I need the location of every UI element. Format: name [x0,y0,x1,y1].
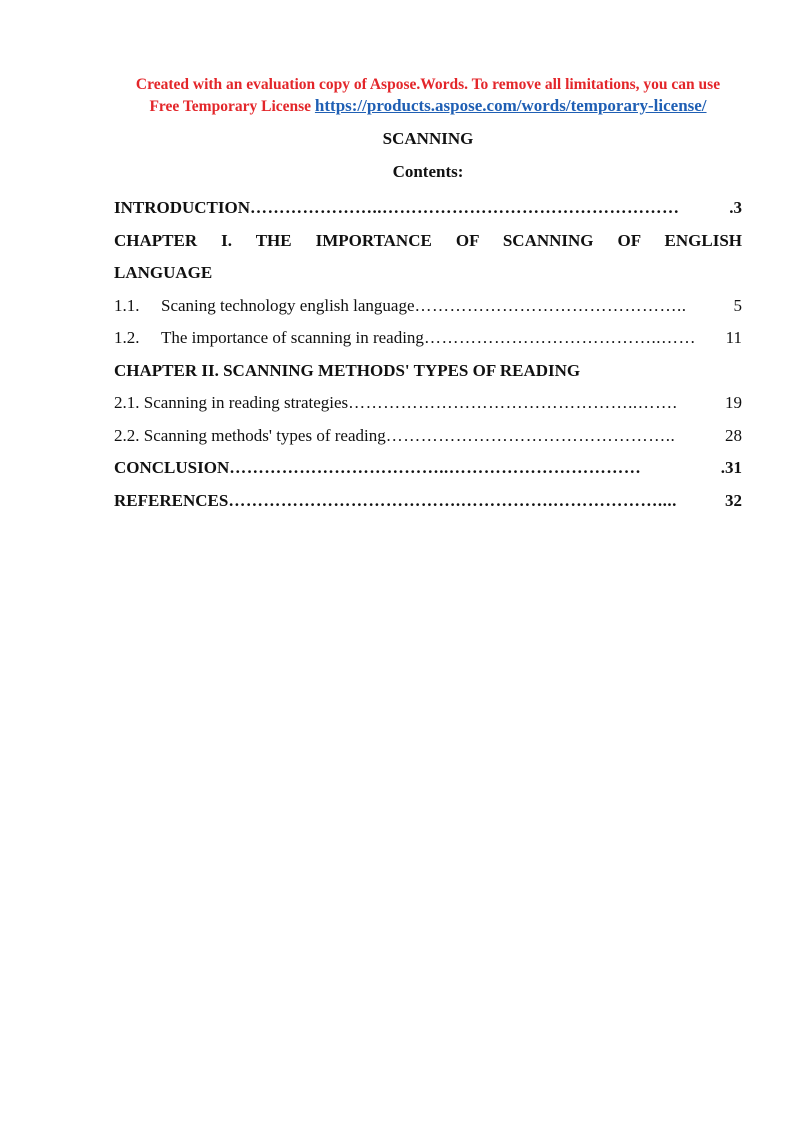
toc-entry-number: 1.2. [114,328,140,347]
toc-page-number: 5 [733,295,742,315]
toc-entry-2-2[interactable] [114,420,742,453]
toc-dot-leader: ………………………………..…………………………… [229,458,642,477]
toc-page-number: 28 [725,425,742,445]
toc-entry-1-1[interactable] [114,290,742,323]
watermark-line-2 [114,95,742,117]
table-of-contents [114,192,742,517]
toc-dot-leader: ……………………………………….. [414,295,687,315]
watermark-license-label: Free Temporary License [149,98,315,115]
toc-page-number: .31 [720,458,742,477]
document-title: SCANNING [382,129,474,148]
toc-dot-leader: ………………………………………….. [385,425,676,445]
toc-entry-label: The importance of scanning in reading [161,328,424,347]
toc-entry-chapter-2[interactable] [114,355,742,388]
toc-dot-leader: ………………………………….…………….……………….... [228,490,677,510]
watermark-line-1: Created with an evaluation copy of Aspose.Words. To remove all limitations, you can use [135,76,721,93]
temporary-license-link[interactable]: https://products.aspose.com/words/temporary-license/ [314,96,707,115]
toc-entry-2-1[interactable] [114,387,742,420]
toc-entry-references[interactable] [114,485,742,518]
toc-entry-label: Scaning technology english language [161,295,415,315]
toc-entry-label: INTRODUCTION [114,198,251,217]
evaluation-watermark [114,74,742,117]
toc-entry-number: 1.1. [114,295,140,315]
toc-page-number: .3 [729,198,742,217]
toc-dot-leader: …………………………………..…… [423,328,696,347]
toc-entry-1-2[interactable] [114,322,742,355]
toc-entry-label: 2.2. Scanning methods' types of reading [114,425,386,445]
toc-entry-label: CONCLUSION [114,458,230,477]
toc-page-number: 19 [725,393,742,412]
contents-heading: Contents: [392,162,464,181]
toc-entry-introduction[interactable] [114,192,742,225]
toc-entry-label: REFERENCES [114,490,229,510]
document-page [114,74,742,517]
toc-entry-conclusion[interactable] [114,452,742,485]
toc-entry-label: CHAPTER II. SCANNING METHODS' TYPES OF READING [114,360,581,380]
toc-page-number: 11 [725,328,742,347]
toc-dot-leader: …………………………………………..……. [348,393,678,412]
toc-entry-chapter-1[interactable]: CHAPTER I. THE IMPORTANCE OF SCANNING OF ENGLISH LANGUAGE [114,230,742,282]
toc-entry-label: 2.1. Scanning in reading strategies [114,393,349,412]
toc-page-number: 32 [725,490,742,510]
toc-dot-leader: …………………..…………………………………………… [250,198,680,217]
